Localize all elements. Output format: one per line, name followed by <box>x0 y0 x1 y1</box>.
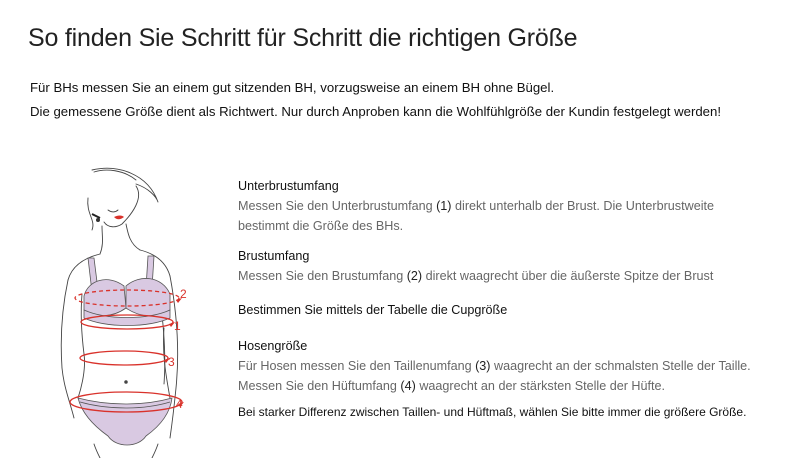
bra-cup-right <box>126 278 170 315</box>
intro-line-2: Die gemessene Größe dient als Richtwert. Nur durch Anproben kann die Wohlfühlgröße der Kundin festgelegt werden! <box>30 104 722 119</box>
section-bust-text: Messen Sie den Brustumfang (2) direkt waagrecht über die äußerste Spitze der Brust <box>238 269 714 283</box>
section-pants-title: Hosengröße <box>238 339 308 353</box>
panties <box>78 398 172 445</box>
section-underbust <box>238 176 714 236</box>
section-pants-text-2: Messen Sie den Hüftumfang (4) waagrecht an der stärksten Stelle der Hüfte. <box>238 379 666 393</box>
section-underbust-text-2: bestimmt die Größe des BHs. <box>238 219 404 233</box>
section-pants <box>238 336 751 396</box>
measurement-figure-illustration <box>48 158 218 458</box>
lips <box>114 216 124 220</box>
size-note: Bei starker Differenz zwischen Taillen- und Hüftmaß, wählen Sie bitte immer die größere Größe. <box>238 405 747 419</box>
section-underbust-text-1: Messen Sie den Unterbrustumfang (1) direkt unterhalb der Brust. Die Unterbrustweite <box>238 199 715 213</box>
marker-2: 2 <box>180 287 187 301</box>
section-underbust-title: Unterbrustumfang <box>238 179 339 193</box>
section-bust-title: Brustumfang <box>238 249 310 263</box>
left-arm-outline <box>61 280 74 418</box>
section-cup-title: Bestimmen Sie mittels der Tabelle die Cupgröße <box>238 303 508 317</box>
section-bust <box>238 246 713 286</box>
marker-4: 4 <box>176 397 183 411</box>
marker-3: 3 <box>168 355 175 369</box>
bra-cup-left <box>84 280 126 316</box>
section-cup <box>238 300 507 320</box>
intro-line-1: Für BHs messen Sie an einem gut sitzenden BH, vorzugsweise an einem BH ohne Bügel. <box>30 80 555 95</box>
section-pants-text-1: Für Hosen messen Sie den Taillenumfang (3) waagrecht an der schmalsten Stelle der Taille. <box>238 359 751 373</box>
marker-1: 1 <box>174 319 181 333</box>
page-title: So finden Sie Schritt für Schritt die richtigen Größe <box>28 24 578 52</box>
face-outline <box>104 186 139 227</box>
measurement-line-3-waist <box>80 351 168 365</box>
neck-outline <box>100 226 103 254</box>
